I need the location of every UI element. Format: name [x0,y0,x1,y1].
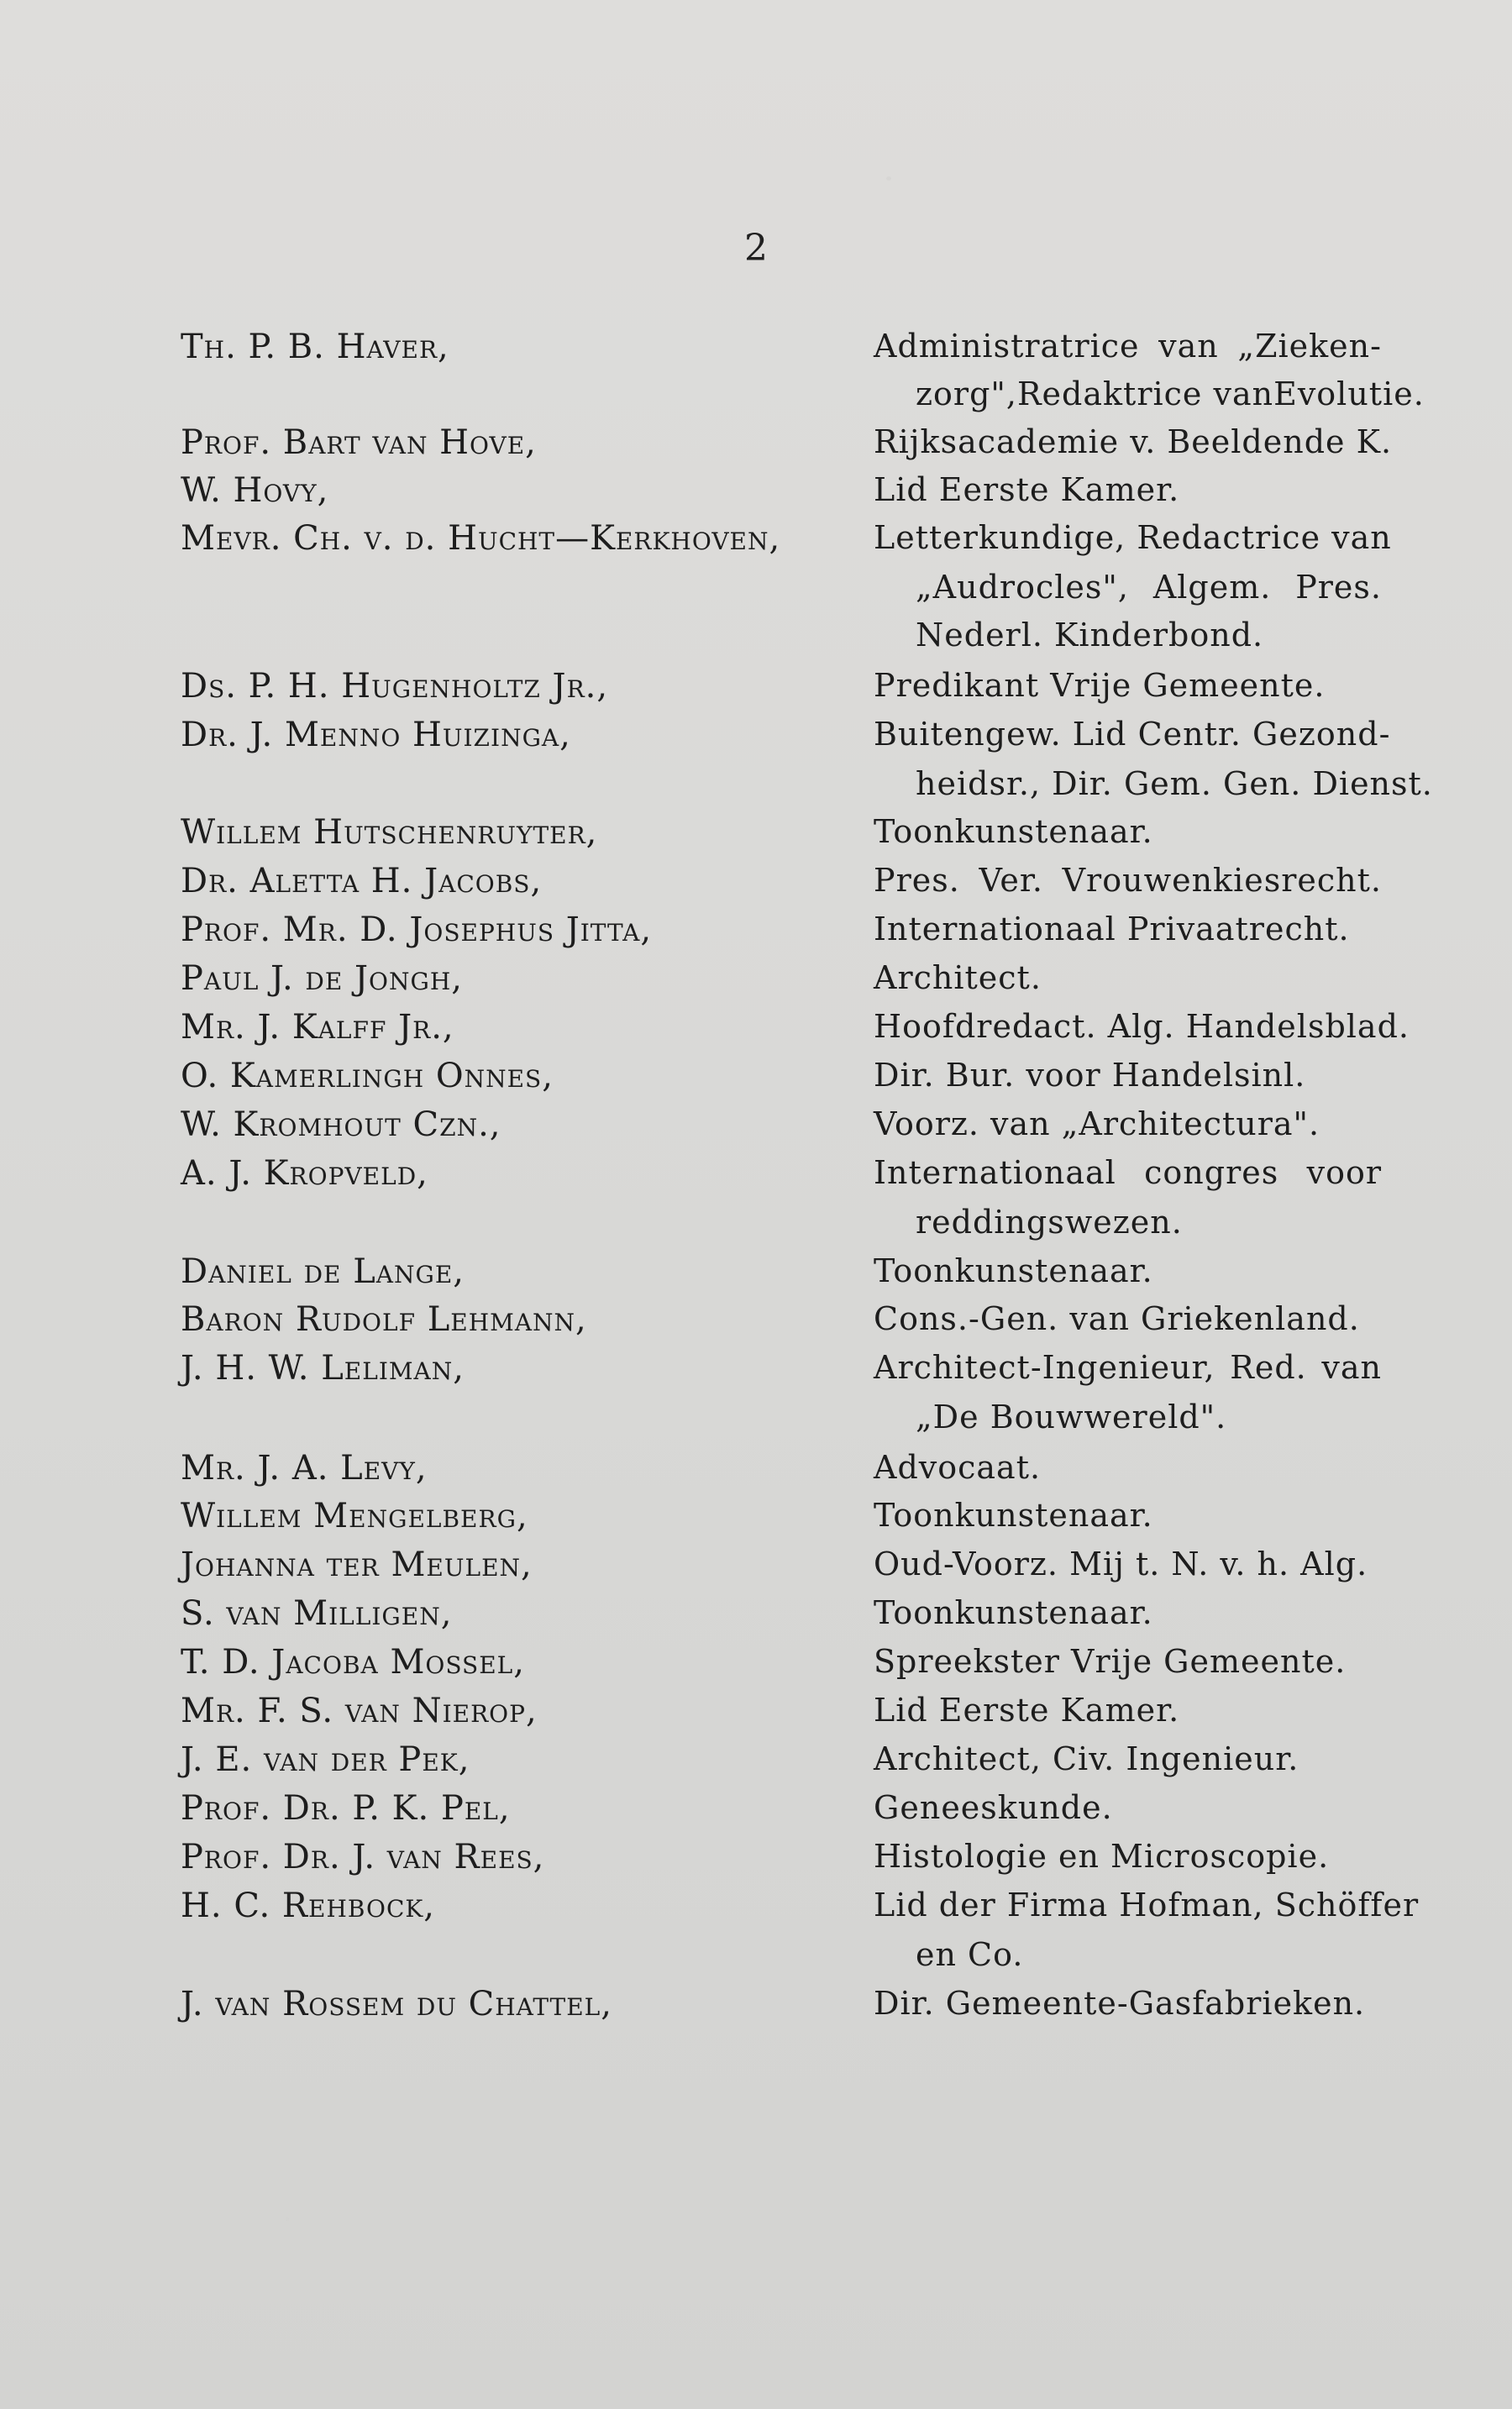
member-description: Geneeskunde. [874,1789,1113,1826]
member-description: Toonkunstenaar. [874,1497,1153,1534]
list-item [0,1449,1512,1498]
list-item [0,1546,1512,1594]
member-description: Predikant Vrije Gemeente. [874,667,1326,704]
member-description: Lid Eerste Kamer. [874,471,1180,508]
list-item [0,1349,1512,1398]
list-item [0,1789,1512,1838]
member-name: Baron Rudolf Lehmann, [181,1300,587,1339]
list-item [0,1594,1512,1643]
member-name: Th. P. B. Haver, [181,328,449,366]
member-name: J. van Rossem du Chattel, [181,1985,612,2023]
member-description: Buitengew. Lid Centr. Gezond- [874,716,1391,753]
list-item [0,1643,1512,1692]
member-description: Lid der Firma Hofman, Schöffer [874,1887,1420,1924]
member-name: A. J. Kropveld, [181,1154,428,1193]
list-item [0,1300,1512,1349]
list-item [0,519,1512,568]
member-name: H. C. Rehbock, [181,1887,436,1925]
member-name: T. D. Jacoba Mossel, [181,1643,525,1682]
list-item [0,328,1512,376]
member-description: Architect, Civ. Ingenieur. [874,1740,1299,1777]
list-item [0,1985,1512,2034]
paper-speck [286,2217,289,2221]
list-item [0,375,1512,424]
list-item [0,569,1512,617]
list-item [0,1692,1512,1740]
list-item [0,1399,1512,1447]
member-description: zorg",Redaktrice vanEvolutie. [916,375,1425,412]
member-description: Internationaal Privaatrecht. [874,911,1350,947]
member-description: Lid Eerste Kamer. [874,1692,1180,1729]
member-name: Prof. Mr. D. Josephus Jitta, [181,911,653,949]
list-item [0,1740,1512,1789]
member-description: Oud-Voorz. Mij t. N. v. h. Alg. [874,1546,1368,1582]
member-description: Dir. Bur. voor Handelsinl. [874,1057,1306,1094]
member-description: Toonkunstenaar. [874,813,1153,850]
paper-speck [886,176,891,181]
member-description: Architect. [874,959,1042,996]
member-name: Prof. Bart van Hove, [181,423,537,462]
member-name: Johanna ter Meulen, [181,1546,533,1584]
member-description: reddingswezen. [916,1204,1183,1241]
list-item [0,617,1512,665]
member-name: Dr. J. Menno Huizinga, [181,716,571,754]
member-name: S. van Milligen, [181,1594,453,1633]
member-name: Willem Hutschenruyter, [181,813,598,852]
member-description: en Co. [916,1936,1024,1973]
list-item [0,1154,1512,1203]
member-description: „Audrocles", Algem. Pres. [916,569,1382,606]
member-description: Administratrice van „Zieken- [874,328,1382,365]
member-description: „De Bouwwereld". [916,1399,1227,1435]
list-item [0,1105,1512,1154]
list-item [0,716,1512,764]
member-name: J. E. van der Pek, [181,1740,470,1779]
list-item [0,765,1512,814]
list-item [0,1008,1512,1057]
list-item [0,423,1512,472]
member-description: heidsr., Dir. Gem. Gen. Dienst. [916,765,1433,802]
list-item [0,1497,1512,1546]
member-name: J. H. W. Leliman, [181,1349,465,1388]
member-name: W. Hovy, [181,471,329,510]
member-description: Histologie en Microscopie. [874,1838,1330,1875]
member-description: Rijksacademie v. Beeldende K. [874,423,1393,460]
member-description: Toonkunstenaar. [874,1252,1153,1289]
member-description: Nederl. Kinderbond. [916,617,1264,653]
member-name: Dr. Aletta H. Jacobs, [181,862,543,900]
member-name: Daniel de Lange, [181,1252,465,1291]
member-name: O. Kamerlingh Onnes, [181,1057,554,1095]
member-name: W. Kromhout Czn., [181,1105,501,1144]
list-item [0,667,1512,716]
list-item [0,1936,1512,1985]
member-name: Mr. J. Kalff Jr., [181,1008,454,1047]
member-name: Mr. F. S. van Nierop, [181,1692,538,1730]
member-description: Dir. Gemeente-Gasfabrieken. [874,1985,1366,2022]
member-name: Paul J. de Jongh, [181,959,463,998]
member-description: Voorz. van „Architectura". [874,1105,1320,1142]
list-item [0,959,1512,1008]
list-item [0,1204,1512,1252]
member-description: Cons.-Gen. van Griekenland. [874,1300,1360,1337]
list-item [0,813,1512,862]
list-item [0,1838,1512,1887]
member-description: Toonkunstenaar. [874,1594,1153,1631]
list-item [0,1057,1512,1105]
member-description: Pres. Ver. Vrouwenkiesrecht. [874,862,1382,899]
member-description: Spreekster Vrije Gemeente. [874,1643,1347,1680]
member-name: Prof. Dr. J. van Rees, [181,1838,545,1876]
member-name: Mevr. Ch. v. d. Hucht—Kerkhoven, [181,519,781,558]
list-item [0,471,1512,520]
member-description: Architect-Ingenieur, Red. van [874,1349,1382,1386]
member-description: Hoofdredact. Alg. Handelsblad. [874,1008,1410,1045]
page-number: 2 [744,227,768,270]
member-name: Willem Mengelberg, [181,1497,528,1535]
list-item [0,911,1512,959]
member-name: Prof. Dr. P. K. Pel, [181,1789,511,1828]
list-item [0,862,1512,911]
member-name: Mr. J. A. Levy, [181,1449,428,1488]
member-description: Advocaat. [874,1449,1042,1486]
list-item [0,1887,1512,1935]
list-item [0,1252,1512,1301]
member-description: Letterkundige, Redactrice van [874,519,1392,556]
member-description: Internationaal congres voor [874,1154,1382,1191]
member-name: Ds. P. H. Hugenholtz Jr., [181,667,609,706]
